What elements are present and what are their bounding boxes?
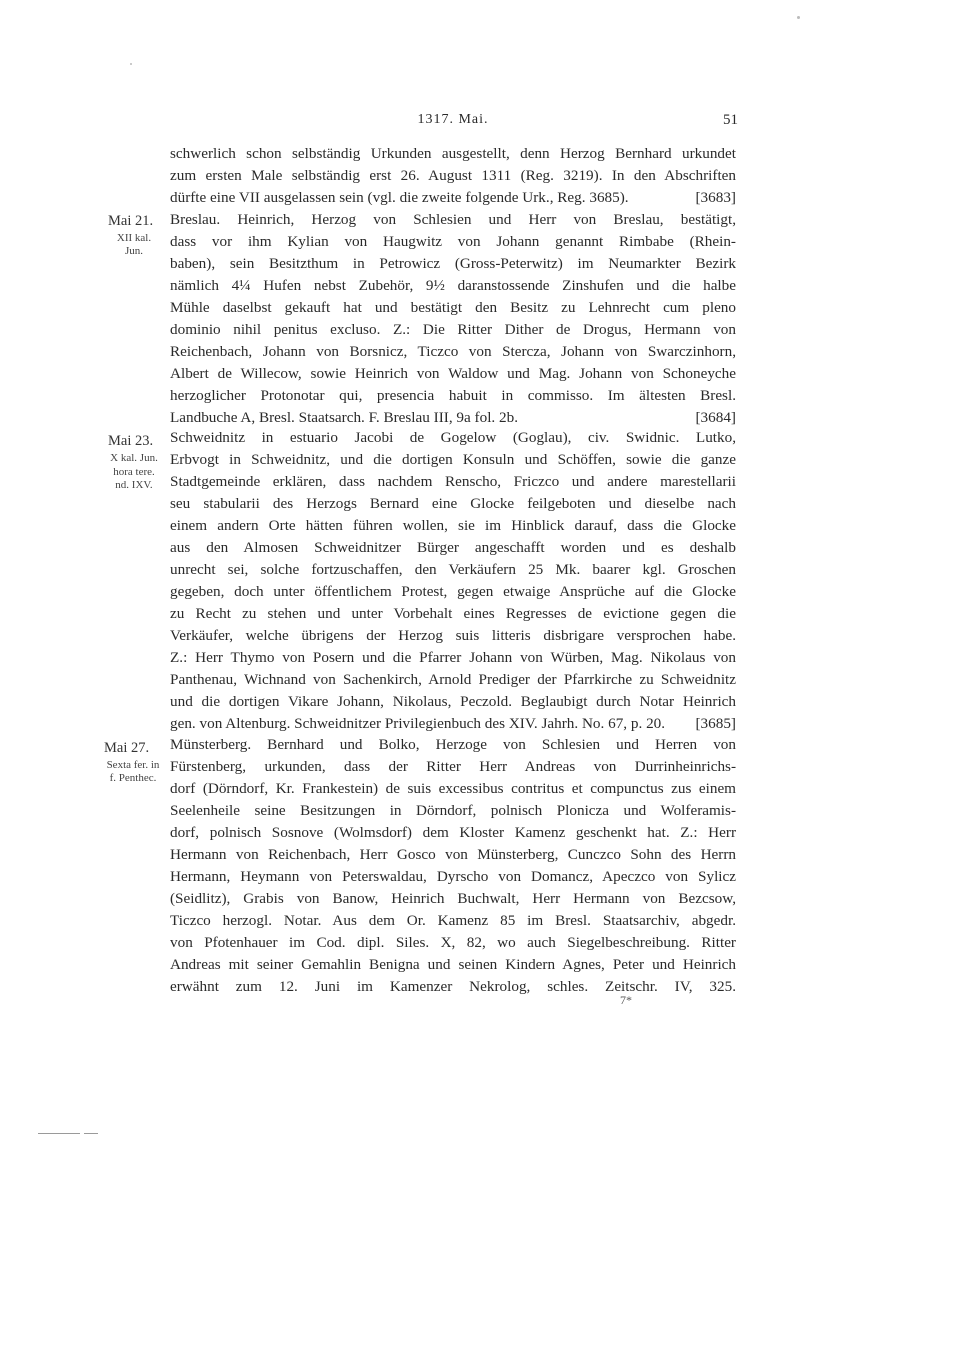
text-line-content: von Pfotenhauer im Cod. dipl. Siles. X, 82, wo auch Siegelbeschreibung. Ritter	[170, 934, 736, 951]
text-line-content: (Seidlitz), Grabis von Banow, Heinrich Buchwalt, Herr Hermann von Bezcsow,	[170, 890, 736, 907]
text-line	[170, 647, 736, 669]
text-line-content: gen. von Altenburg. Schweidnitzer Privilegienbuch des XIV. Jahrh. No. 67, p. 20.	[170, 715, 666, 732]
text-line-content: Reichenbach, Johann von Borsnicz, Ticzco von Stercza, Johann von Swarczinhorn,	[170, 343, 736, 360]
text-line-content: Verkäufer, welche übrigens der Herzog suis litteris disbrigare versprochen habe.	[170, 627, 736, 644]
running-head: 1317. Mai.	[417, 112, 489, 127]
register-number: [3683]	[690, 187, 737, 209]
text-line-content: dominio nihil penitus excluso. Z.: Die Ritter Dither de Drogus, Hermann von	[170, 321, 736, 338]
margin-note: f. Penthec.	[109, 772, 157, 784]
text-line	[170, 822, 736, 844]
text-line-content: dorf (Dörndorf, Kr. Frankestein) de suis excessibus contritus et compunctus zus einem	[170, 780, 736, 797]
text-line	[170, 800, 736, 822]
text-line-content: dass vor ihm Kylian von Haugwitz von Johann genannt Rimbabe (Rhein-	[170, 233, 736, 250]
text-line	[170, 275, 736, 297]
text-line	[170, 603, 736, 625]
text-line	[170, 669, 736, 691]
text-line	[170, 385, 736, 407]
margin-note: X kal. Jun.	[110, 452, 158, 464]
text-line	[170, 713, 736, 735]
text-line-content: Münsterberg. Bernhard und Bolko, Herzoge von Schlesien und Herren von	[170, 736, 736, 753]
text-line	[170, 143, 736, 165]
text-line	[170, 625, 736, 647]
text-line-content: dürfte eine VII ausgelassen sein (vgl. die zweite folgende Urk., Reg. 3685).	[170, 189, 629, 206]
paper-speck	[130, 63, 132, 65]
text-line-content: aus den Almosen Schweidnitzer Bürger angeschafft worden und es deshalb	[170, 539, 736, 556]
text-line	[170, 341, 736, 363]
text-line	[170, 515, 736, 537]
text-line-content: Andreas mit seiner Gemahlin Benigna und seinen Kindern Agnes, Peter und Heinrich	[170, 956, 736, 973]
text-line-content: zu Recht zu stehen und unter Vorbehalt eines Regresses de evictione gegen die	[170, 605, 736, 622]
text-line	[170, 976, 736, 998]
text-line	[170, 297, 736, 319]
margin-date: Mai 23.	[108, 433, 154, 449]
text-line	[170, 691, 736, 713]
text-line-content: Z.: Herr Thymo von Posern und die Pfarrer Johann von Würben, Mag. Nikolaus von	[170, 649, 736, 666]
text-line-content: unrecht sei, solche fortzuschaffen, den Verkäufern 25 Mk. baarer kgl. Groschen	[170, 561, 736, 578]
text-line-content: Panthenau, Wichnand von Sachenkirch, Arnold Prediger der Pfarrkirche zu Schweidnitz	[170, 671, 736, 688]
text-line	[170, 537, 736, 559]
register-number: [3685]	[690, 713, 737, 735]
text-line	[170, 932, 736, 954]
page-header	[168, 112, 738, 134]
text-line-content: einem andern Orte hätten führen wollen, sie im Hinblick darauf, dass die Glocke	[170, 517, 736, 534]
text-line-content: baben), sein Besitzthum in Petrowicz (Gross-Peterwitz) im Neumarkter Bezirk	[170, 255, 736, 272]
text-line-content: dorf, polnisch Sosnove (Wolmsdorf) dem Kloster Kamenz geschenkt hat. Z.: Herr	[170, 824, 736, 841]
text-line	[170, 910, 736, 932]
text-line	[170, 734, 736, 756]
margin-note: nd. IXV.	[115, 479, 153, 491]
text-line-content: Hermann von Reichenbach, Herr Gosco von Münsterberg, Cunczco Sohn des Herrn	[170, 846, 736, 863]
text-line	[170, 559, 736, 581]
text-line-content: Seelenheile seine Besitzungen in Dörndorf, polnisch Plonicza und Wolferamis-	[170, 802, 736, 819]
text-line	[170, 187, 736, 209]
text-line-content: Landbuche A, Bresl. Staatsarch. F. Breslau III, 9a fol. 2b.	[170, 409, 519, 426]
text-line	[170, 888, 736, 910]
margin-note: XII kal.	[116, 232, 152, 244]
margin-note: hora tere.	[113, 466, 155, 478]
text-line-content: Albert de Willecow, sowie Heinrich von Waldow und Mag. Johann von Schoneyche	[170, 365, 736, 382]
text-line	[170, 449, 736, 471]
text-line	[170, 165, 736, 187]
text-line-content: zum ersten Male selbständig erst 26. August 1311 (Reg. 3219). In den Abschriften	[170, 167, 736, 184]
margin-note: Sexta fer. in	[106, 759, 160, 771]
text-line	[170, 471, 736, 493]
margin-note: Jun.	[124, 245, 144, 257]
text-line	[170, 363, 736, 385]
text-line-content: erwähnt zum 12. Juni im Kamenzer Nekrolog, schles. Zeitschr. IV, 325.	[170, 978, 736, 995]
text-line-content: Fürstenberg, urkunden, dass der Ritter Herr Andreas von Durrinheinrichs-	[170, 758, 736, 775]
text-line-content: Stadtgemeinde erklären, dass nachdem Renscho, Friczco und andere marestellarii	[170, 473, 736, 490]
margin-rule	[84, 1133, 98, 1134]
text-line-content: und die dortigen Vikare Johann, Nikolaus, Peczold. Beglaubigt durch Notar Heinrich	[170, 693, 736, 710]
margin-date: Mai 21.	[108, 213, 154, 229]
text-line	[170, 231, 736, 253]
text-line-content: Ticzco herzogl. Notar. Aus dem Or. Kamenz 85 im Bresl. Staatsarchiv, abgedr.	[170, 912, 736, 929]
text-line-content: seu stabularii des Herzogs Bernard eine Glocke feilgeboten und dieselbe nach	[170, 495, 736, 512]
text-line-content: Schweidnitz in estuario Jacobi de Gogelow (Goglau), civ. Swidnic. Lutko,	[170, 429, 736, 446]
text-line-content: Breslau. Heinrich, Herzog von Schlesien und Herr von Breslau, bestätigt,	[170, 211, 736, 228]
text-line-content: gegeben, doch unter öffentlichem Protest, gegen etwaige Ansprüche auf die Glocke	[170, 583, 736, 600]
page-number: 51	[723, 112, 738, 128]
paper-speck	[797, 16, 800, 19]
text-line	[170, 209, 736, 231]
text-line-content: Erbvogt in Schweidnitz, und die dortigen Konsuln und Schöffen, sowie die ganze	[170, 451, 736, 468]
text-line	[170, 319, 736, 341]
text-line	[170, 253, 736, 275]
register-number: [3684]	[690, 407, 737, 429]
margin-date: Mai 27.	[104, 740, 150, 756]
margin-rule	[38, 1133, 80, 1134]
text-line-content: nämlich 4¼ Hufen nebst Zubehör, 9½ daranstossende Zinshufen und die halbe	[170, 277, 736, 294]
text-line	[170, 844, 736, 866]
text-line-content: Mühle daselbst gekauft hat und bestätigt den Besitz zu Lehnrecht cum pleno	[170, 299, 736, 316]
text-line	[170, 581, 736, 603]
text-line	[170, 493, 736, 515]
signature-mark: 7*	[620, 993, 632, 1007]
text-line	[170, 866, 736, 888]
text-line	[170, 427, 736, 449]
text-line-content: Hermann, Heymann von Peterswaldau, Dyrscho von Domancz, Apeczco von Sylicz	[170, 868, 736, 885]
text-line	[170, 407, 736, 429]
text-line-content: schwerlich schon selbständig Urkunden ausgestellt, denn Herzog Bernhard urkundet	[170, 145, 736, 162]
text-line	[170, 756, 736, 778]
text-line	[170, 954, 736, 976]
text-line-content: herzoglicher Protonotar qui, presencia habuit in commisso. Im ältesten Bresl.	[170, 387, 736, 404]
text-line	[170, 778, 736, 800]
